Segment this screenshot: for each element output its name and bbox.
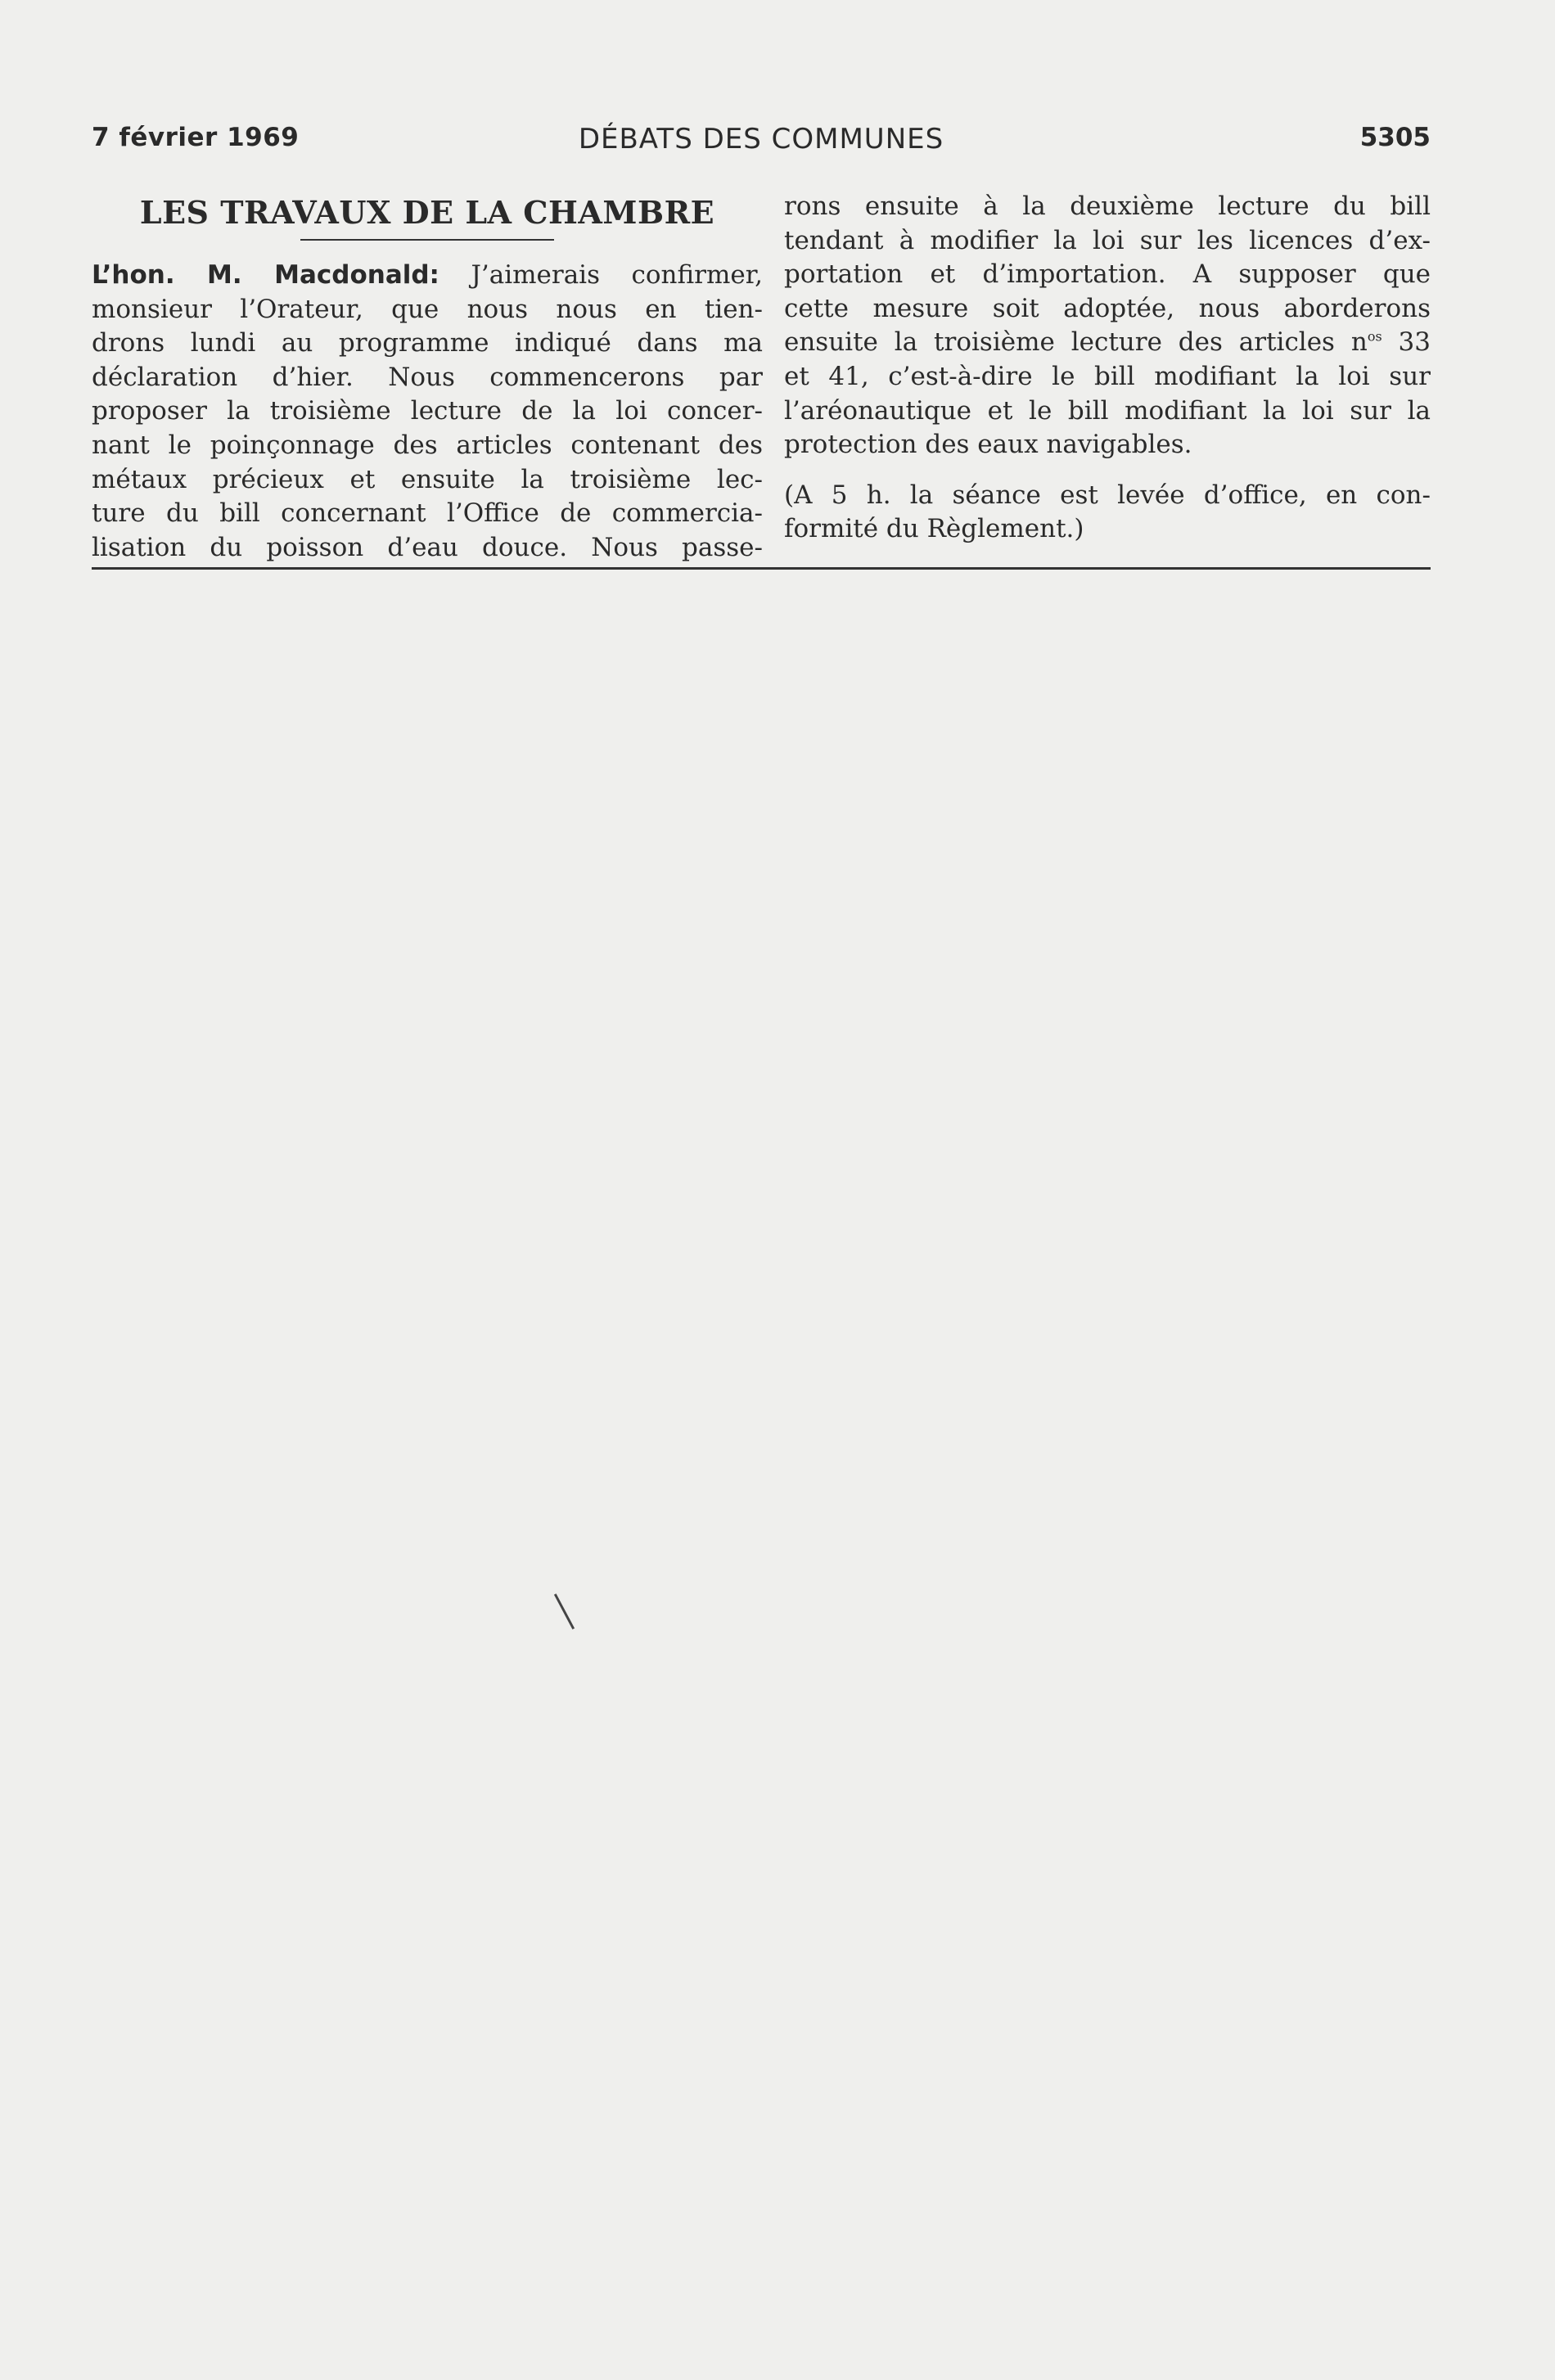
section-end-rule [92,567,1431,570]
paragraph-line: déclaration d’hier. Nous commencerons par [92,362,763,392]
paragraph-line: drons lundi au programme indiqué dans ma [92,328,763,358]
right-column [784,190,1431,547]
paragraph-line: cette mesure soit adoptée, nous aborderons [784,293,1431,323]
articles-text: ensuite la troisième lecture des articles n [784,327,1368,358]
paragraph-gap [784,462,1431,479]
paragraph-line: protection des eaux navigables. [784,430,1192,460]
stray-pen-mark [554,1593,575,1629]
speech-text: J’aimerais confirmer, [439,260,763,290]
articles-number: 33 [1381,327,1431,358]
articles-superscript: os [1367,329,1382,345]
header-date: 7 février 1969 [92,123,300,152]
left-column [92,190,763,565]
adjournment-line: formité du Règlement.) [784,514,1084,544]
paragraph-line: nant le poinçonnage des articles contenant des [92,430,763,460]
paragraph-line: rons ensuite à la deuxième lecture du bill [784,192,1431,221]
header-title: DÉBATS DES COMMUNES [578,123,944,156]
paragraph-line: lisation du poisson d’eau douce. Nous passe- [92,532,763,562]
speaker-name: L’hon. M. Macdonald: [92,260,439,290]
paragraph-line: ture du bill concernant l’Office de commercia- [92,498,763,529]
paragraph-line: métaux précieux et ensuite la troisième lec- [92,464,763,494]
paragraph-line: l’aréonautique et le bill modifiant la loi sur la [784,395,1431,426]
section-heading: LES TRAVAUX DE LA CHAMBRE [139,194,715,231]
paragraph-line: proposer la troisième lecture de la loi concer- [92,396,763,426]
page-number: 5305 [1359,123,1431,152]
paragraph-line-articles [784,326,1431,360]
adjournment-line: (A 5 h. la séance est levée d’office, en con- [784,480,1431,510]
heading-underline [300,239,554,241]
paragraph-line: portation et d’importation. A supposer que [784,259,1431,290]
paragraph-line: tendant à modifier la loi sur les licences d’ex- [784,225,1431,255]
paragraph-line: monsieur l’Orateur, que nous nous en tien- [92,294,763,324]
paragraph-line [92,259,763,293]
paragraph-line: et 41, c’est-à-dire le bill modifiant la loi sur [784,361,1431,391]
page-header [92,123,1431,172]
